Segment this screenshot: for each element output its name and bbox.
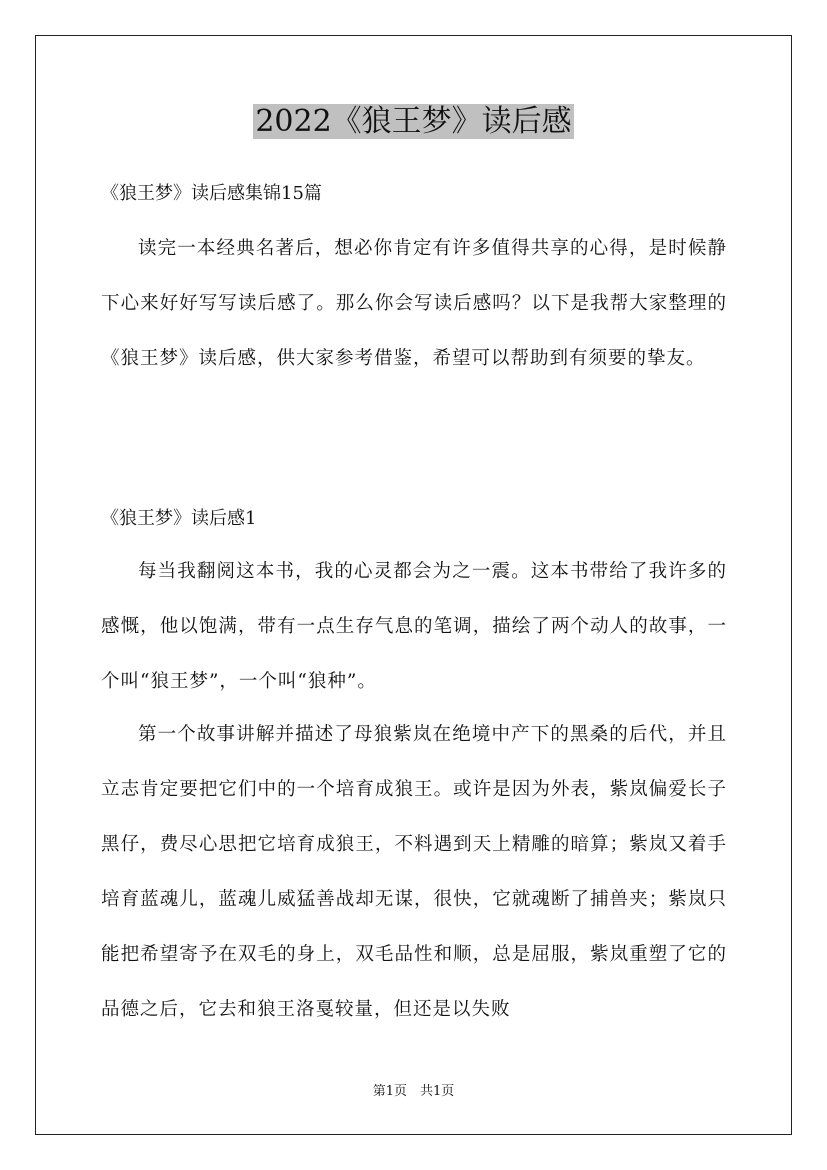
body-paragraph-1: 每当我翻阅这本书，我的心灵都会为之一震。这本书带给了我许多的感慨，他以饱满，带有一点生存气息的笔调，描绘了两个动人的故事，一个叫“狼王梦”，一个叫“狼种”。 [101, 561, 727, 692]
intro-paragraph: 读完一本经典名著后，想必你肯定有许多值得共享的心得，是时候静下心来好好写写读后感了。那么你会写读后感吗？以下是我帮大家整理的《狼王梦》读后感，供大家参考借鉴，希望可以帮助到有须要的挚友。 [101, 238, 727, 369]
document-title-text: 2022《狼王梦》读后感 [255, 104, 572, 139]
document-title [0, 100, 827, 144]
section-heading: 《狼王梦》读后感1 [101, 508, 257, 529]
body-paragraph-2: 第一个故事讲解并描述了母狼紫岚在绝境中产下的黑桑的后代，并且立志肯定要把它们中的一个培育成狼王。或许是因为外表，紫岚偏爱长子黑仔，费尽心思把它培育成狼王，不料遇到天上精雕的暗算；紫岚又着手培育蓝魂儿，蓝魂儿威猛善战却无谋，很快，它就魂断了捕兽夹；紫岚只能把希望寄予在双毛的身上，双毛品性和顺，总是屈服，紫岚重塑了它的品德之后，它去和狼王洛戛较量，但还是以失败 [101, 724, 727, 1020]
page-number-footer: 第1页 共1页 [372, 1084, 455, 1099]
document-subtitle: 《狼王梦》读后感集锦15篇 [101, 183, 322, 204]
